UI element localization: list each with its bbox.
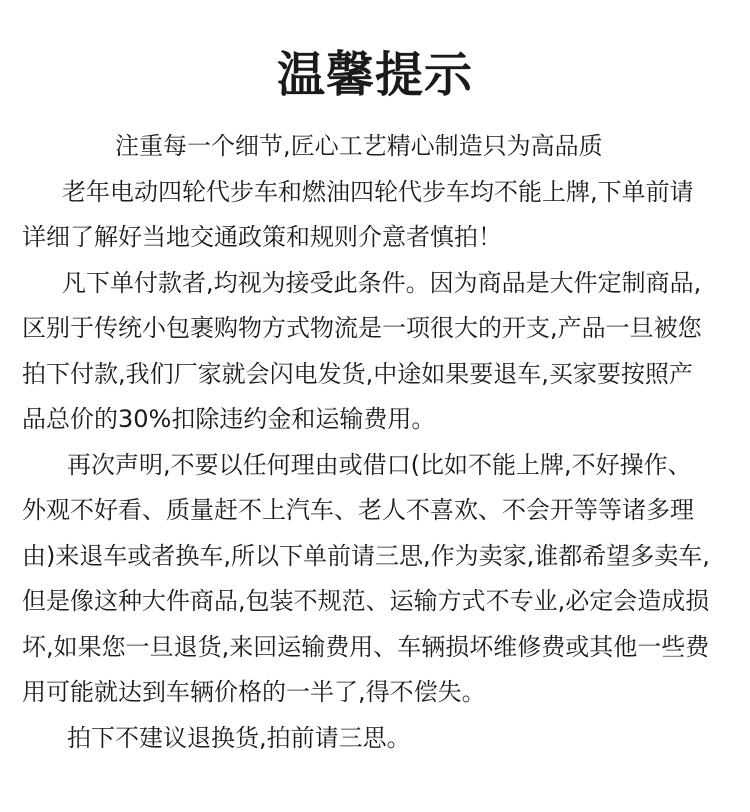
page-title: 温馨提示 [276, 47, 473, 103]
notice-line-11: 但是像这种大件商品,包装不规范、运输方式不专业,必定会造成损 [22, 587, 710, 615]
notice-line-12: 坏,如果您一旦退货,来回运输费用、车辆损坏维修费或其他一些费 [22, 633, 710, 661]
notice-line-6: 拍下付款,我们厂家就会闪电发货,中途如果要退车,买家要按照产 [22, 360, 693, 388]
notice-line-4: 凡下单付款者,均视为接受此条件。因为商品是大件定制商品, [62, 269, 702, 297]
notice-line-8: 再次声明,不要以任何理由或借口(比如不能上牌,不好操作、 [67, 451, 692, 479]
notice-line-14: 拍下不建议退换货,拍前请三思。 [67, 724, 411, 752]
notice-line-13: 用可能就达到车辆价格的一半了,得不偿失。 [22, 678, 486, 706]
notice-line-5: 区别于传统小包裹购物方式物流是一项很大的开支,产品一旦被您 [22, 314, 702, 342]
notice-line-2: 老年电动四轮代步车和燃油四轮代步车均不能上牌,下单前请 [62, 178, 694, 206]
notice-line-1: 注重每一个细节,匠心工艺精心制造只为高品质 [115, 132, 603, 160]
notice-line-10: 由)来退车或者换车,所以下单前请三思,作为卖家,谁都希望多卖车, [22, 542, 710, 570]
notice-line-3: 详细了解好当地交通政策和规则介意者慎拍！ [22, 223, 502, 251]
notice-line-9: 外观不好看、质量赶不上汽车、老人不喜欢、不会开等等诸多理 [22, 496, 694, 524]
notice-line-7: 品总价的30%扣除违约金和运输费用。 [22, 405, 436, 433]
